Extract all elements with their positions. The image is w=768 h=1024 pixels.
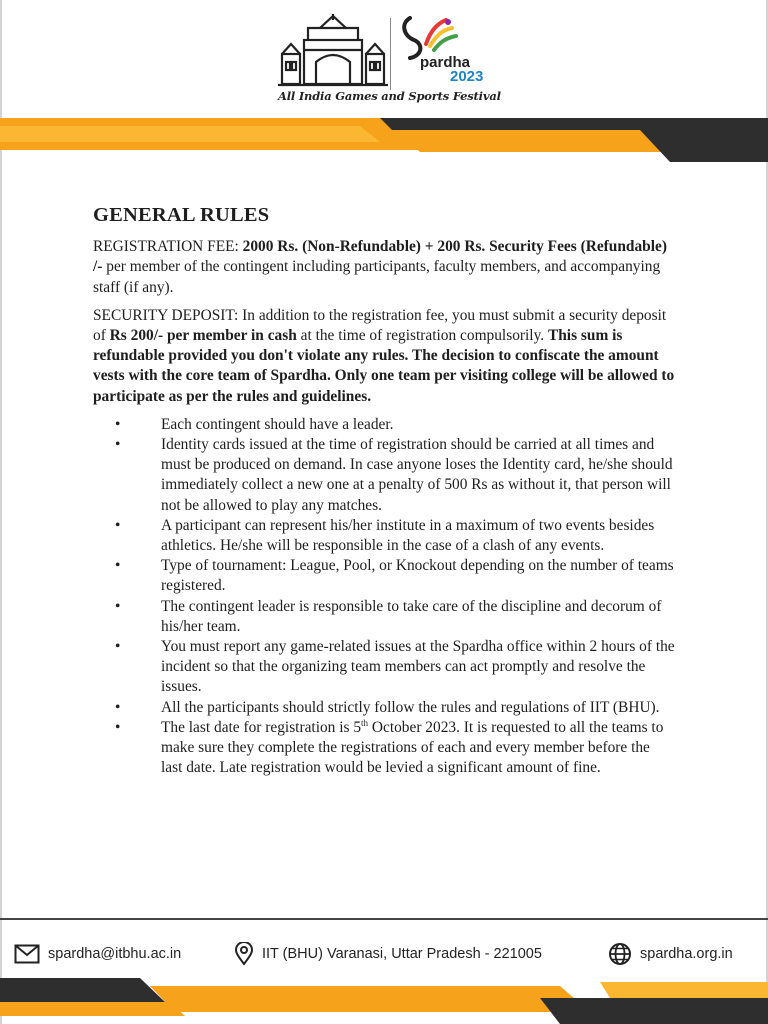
website-link[interactable]: spardha.org.in (640, 946, 733, 962)
tagline: All India Games and Sports Festival (278, 89, 501, 103)
rule-item (93, 637, 675, 698)
last-date-text-start: The last date for registration is 5 (161, 718, 362, 736)
footer-email (14, 936, 181, 972)
rules-list (93, 415, 675, 779)
security-deposit-paragraph (93, 306, 675, 407)
footer-contact-bar (0, 936, 768, 972)
email-link[interactable]: spardha@itbhu.ac.in (48, 946, 182, 962)
bullet: • (115, 718, 121, 736)
brand-name: pardha (420, 54, 471, 71)
rule-text: Type of tournament: League, Pool, or Knockout depending on the number of teams registered. (161, 557, 674, 595)
rule-text: You must report any game-related issues at the Spardha office within 2 hours of the incident so that the organizing team members can act promptly and resolve the issues. (161, 638, 675, 696)
rule-text: The contingent leader is responsible to take care of the discipline and decorum of his/her team. (161, 597, 662, 635)
rule-item (93, 698, 675, 718)
rule-item (93, 516, 675, 556)
footer-divider (0, 918, 768, 920)
ordinal-suffix: th (361, 717, 369, 728)
rule-item-last-date (93, 718, 675, 779)
rule-item (93, 415, 675, 435)
mail-icon (14, 944, 40, 964)
registration-fee-label: REGISTRATION FEE: (93, 238, 243, 256)
bullet: • (115, 638, 121, 656)
bullet: • (115, 415, 121, 433)
top-decorative-band (0, 112, 768, 164)
rule-text: Identity cards issued at the time of registration should be carried at all times and must be produced on demand. In case anyone loses the Identity card, he/she should immediately collect a new one at a penalty of 500 Rs as without it, that person will not be allowed to play any matches. (161, 436, 673, 514)
last-date-text-end: October 2023. It is requested to all the teams to make sure they complete the registrations of each and every member before the last date. Late registration would be levied a significant amount of fine. (161, 718, 664, 777)
bullet: • (115, 516, 121, 534)
registration-fee-amount: 2000 Rs. (Non-Refundable) + 200 Rs. Security Fees (Refundable) /- (93, 238, 667, 276)
security-deposit-conditions: This sum is refundable provided you don't violate any rules. The decision to confiscate the amount vests with the core team of Spardha. Only one team per visiting college will be allowed to participate as per the rules and guidelines. (93, 327, 675, 405)
page-header (0, 0, 768, 112)
rule-text: All the participants should strictly follow the rules and regulations of IIT (BHU). (161, 698, 660, 716)
bullet: • (115, 597, 121, 615)
rule-item (93, 597, 675, 637)
security-deposit-amount: Rs 200/- per member in cash (109, 327, 297, 345)
location-pin-icon (234, 942, 254, 966)
bottom-decorative-band (0, 968, 768, 1024)
brand-year: 2023 (450, 68, 484, 85)
rule-item (93, 435, 675, 516)
logo-divider (390, 18, 391, 90)
main-content (93, 205, 675, 778)
security-deposit-timing: at the time of registration compulsorily. (296, 327, 548, 345)
bullet: • (115, 436, 121, 454)
brand-wordmark (420, 56, 483, 84)
rule-text: A participant can represent his/her institute in a maximum of two events besides athletics. He/she will be responsible in the case of a clash of any events. (161, 516, 655, 555)
bullet: • (115, 557, 121, 575)
page-title: GENERAL RULES (93, 204, 270, 226)
footer-address (234, 936, 542, 972)
rule-text: Each contingent should have a leader. (161, 415, 394, 433)
address-text: IIT (BHU) Varanasi, Uttar Pradesh - 221005 (262, 946, 542, 962)
bullet: • (115, 698, 121, 716)
gate-logo-icon (278, 12, 388, 88)
globe-icon (608, 942, 632, 966)
rule-item (93, 556, 675, 596)
security-deposit-intro: SECURITY DEPOSIT: In addition to the registration fee, you must submit a security deposit of (93, 306, 667, 345)
registration-fee-paragraph (93, 237, 675, 298)
logo-block (278, 12, 501, 107)
registration-fee-details: per member of the contingent including participants, faculty members, and accompanying staff (if any). (93, 258, 661, 296)
footer-website (608, 936, 733, 972)
